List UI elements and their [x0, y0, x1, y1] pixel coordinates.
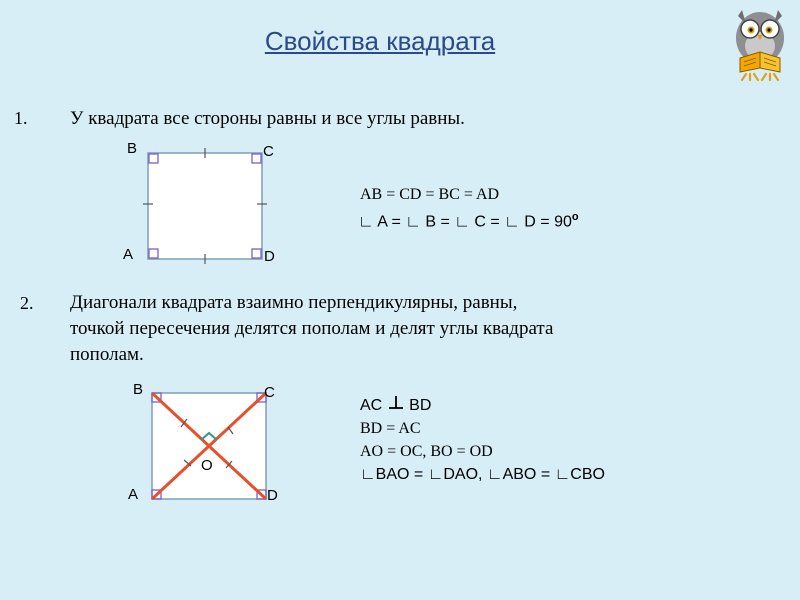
vertex-label-a2: A [128, 486, 139, 503]
formula-perp-left: AC [360, 397, 383, 414]
item-2-line-3: пополам. [70, 344, 144, 365]
vertex-label-c2: C [264, 384, 275, 401]
formula-angle-bisect: ∟BAO = ∟DAO, ∟ABO = ∟CBO [360, 466, 605, 483]
page-title: Свойства квадрата [264, 26, 496, 56]
item-2-number: 2. [20, 293, 34, 313]
formula-halves-equal: AO = OC, BO = OD [360, 443, 493, 460]
vertex-label-b2: B [133, 381, 144, 398]
center-label-o: O [201, 457, 213, 474]
perpendicular-symbol-icon [387, 396, 405, 410]
vertex-label-c: C [263, 143, 274, 160]
vertex-label-d: D [264, 248, 275, 265]
square-figure-1 [140, 148, 280, 268]
vertex-label-a: A [123, 246, 134, 263]
formula-perp-right: BD [409, 397, 432, 414]
item-1-text: У квадрата все стороны равны и все углы равны. [70, 108, 465, 129]
formula-perpendicular [360, 394, 431, 417]
square-figure-2 [140, 388, 280, 508]
item-2-line-1: Диагонали квадрата взаимно перпендикулярны, равны, [70, 292, 518, 313]
square-1-outline [148, 153, 262, 259]
degree-symbol: o [571, 211, 579, 223]
formula-diagonals-equal: BD = AC [360, 420, 421, 437]
owl-reading-book-icon [720, 2, 800, 82]
formula-angles-equal [358, 206, 579, 233]
formula-angles-text: ∟ A = ∟ B = ∟ C = ∟ D = 90 [358, 213, 572, 231]
vertex-label-d2: D [267, 487, 278, 504]
item-1-number: 1. [14, 108, 28, 128]
item-2-line-2: точкой пересечения делятся пополам и делят углы квадрата [70, 318, 554, 339]
formula-sides-equal: AB = CD = BC = AD [360, 186, 500, 203]
vertex-label-b: B [127, 140, 138, 157]
